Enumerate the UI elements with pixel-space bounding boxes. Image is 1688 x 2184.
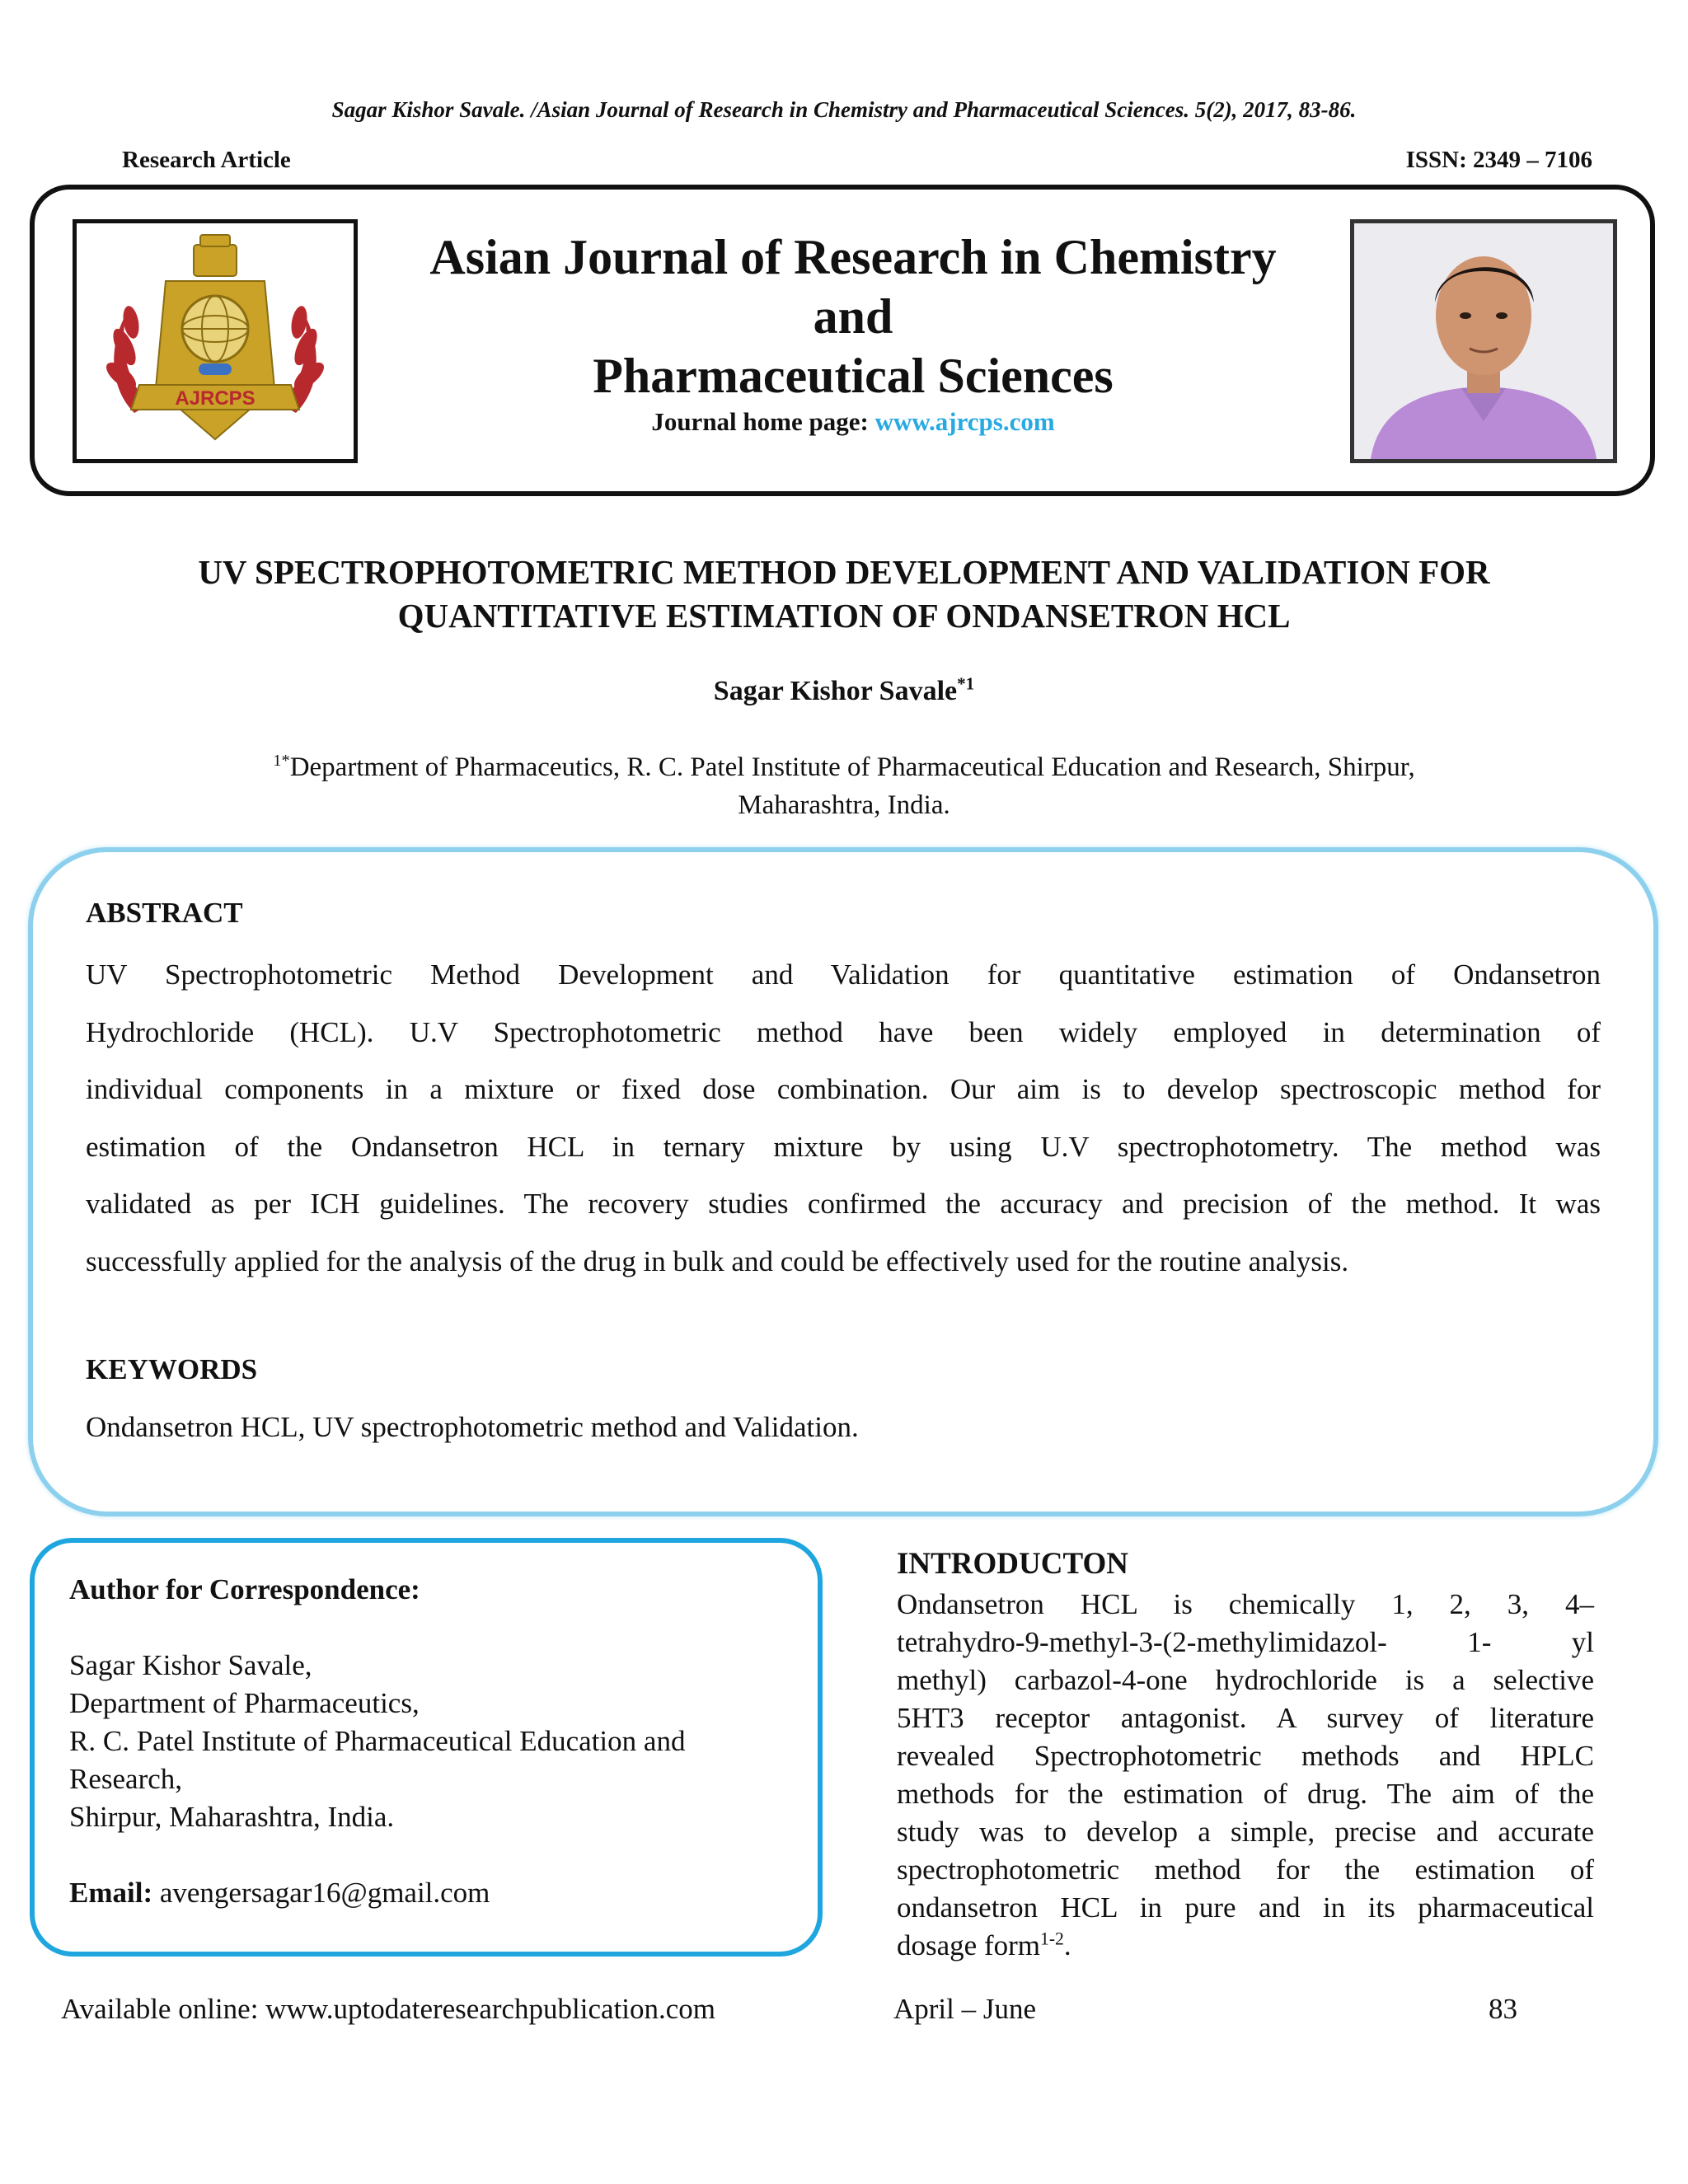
correspondence-dept: Department of Pharmaceutics, bbox=[69, 1687, 420, 1719]
intro-line: revealed Spectrophotometric methods and HPLC bbox=[897, 1740, 1594, 1772]
abstract-line: estimation of the Ondansetron HCL in ternary mixture by using U.V spectrophotometry. The method was bbox=[86, 1130, 1601, 1163]
journal-title bbox=[363, 227, 1343, 405]
abstract-line: UV Spectrophotometric Method Development and Validation for quantitative estimation of Ondansetron bbox=[86, 958, 1601, 991]
ajrcps-logo-icon bbox=[77, 223, 354, 459]
footer-availability: Available online: www.uptodateresearchpublication.com bbox=[61, 1993, 716, 2025]
keywords-text: Ondansetron HCL, UV spectrophotometric method and Validation. bbox=[86, 1411, 859, 1443]
affiliation-line: Department of Pharmaceutics, R. C. Patel Institute of Pharmaceutical Education and Research, Shirpur, bbox=[289, 752, 1415, 782]
keywords-heading: KEYWORDS bbox=[86, 1353, 258, 1385]
journal-homepage bbox=[363, 407, 1343, 437]
introduction-heading: INTRODUCTON bbox=[897, 1547, 1128, 1581]
author-name-text: Sagar Kishor Savale bbox=[713, 676, 958, 706]
email-address[interactable]: avengersagar16@gmail.com bbox=[159, 1877, 490, 1909]
footer-period: April – June bbox=[893, 1993, 1037, 2025]
intro-last-line bbox=[897, 1927, 1594, 1965]
affiliation-line: Maharashtra, India. bbox=[738, 790, 950, 820]
intro-line: study was to develop a simple, precise and accurate bbox=[897, 1816, 1594, 1848]
author-photo bbox=[1350, 219, 1617, 463]
intro-line: methyl) carbazol-4-one hydrochloride is a selective bbox=[897, 1664, 1594, 1696]
page-number: 83 bbox=[1489, 1993, 1517, 2025]
affiliation-superscript: 1* bbox=[273, 752, 290, 770]
affiliation bbox=[82, 748, 1606, 824]
author-portrait-icon bbox=[1354, 223, 1613, 459]
correspondence-place: Shirpur, Maharashtra, India. bbox=[69, 1801, 395, 1833]
correspondence-heading: Author for Correspondence: bbox=[69, 1573, 420, 1605]
introduction-text bbox=[897, 1586, 1594, 1965]
journal-title-line: and bbox=[813, 289, 893, 344]
intro-line: methods for the estimation of drug. The aim of the bbox=[897, 1778, 1594, 1810]
paper-title bbox=[66, 551, 1622, 638]
intro-line: Ondansetron HCL is chemically 1, 2, 3, 4– bbox=[897, 1588, 1594, 1620]
journal-logo bbox=[73, 219, 358, 463]
intro-line: tetrahydro-9-methyl-3-(2-methylimidazol- 1- yl bbox=[897, 1626, 1594, 1658]
correspondence-text bbox=[69, 1571, 795, 1912]
journal-title-line: Asian Journal of Research in Chemistry bbox=[429, 230, 1277, 284]
author-superscript: *1 bbox=[957, 673, 975, 694]
abstract-line: individual components in a mixture or fixed dose combination. Our aim is to develop spectroscopic method for bbox=[86, 1073, 1601, 1105]
running-header: Sagar Kishor Savale. /Asian Journal of Research in Chemistry and Pharmaceutical Sciences. 5(2), 2017, 83-86. bbox=[331, 97, 1357, 122]
abstract-line: Hydrochloride (HCL). U.V Spectrophotometric method have been widely employed in determination of bbox=[86, 1015, 1601, 1048]
correspondence-institute-cont: Research, bbox=[69, 1763, 183, 1795]
intro-line: spectrophotometric method for the estimation of bbox=[897, 1854, 1594, 1886]
correspondence-institute: R. C. Patel Institute of Pharmaceutical Education and bbox=[69, 1725, 686, 1757]
abstract-heading: ABSTRACT bbox=[86, 897, 243, 929]
author-name bbox=[0, 673, 1688, 707]
homepage-link[interactable]: www.ajrcps.com bbox=[874, 407, 1055, 436]
journal-title-line: Pharmaceutical Sciences bbox=[593, 349, 1114, 403]
intro-line-end: . bbox=[1063, 1929, 1071, 1961]
abstract-line: validated as per ICH guidelines. The recovery studies confirmed the accuracy and precision of the method. It was bbox=[86, 1188, 1601, 1220]
article-type-label: Research Article bbox=[122, 147, 291, 173]
intro-line: dosage form bbox=[897, 1929, 1040, 1961]
intro-line: 5HT3 receptor antagonist. A survey of literature bbox=[897, 1702, 1594, 1734]
issn-label: ISSN: 2349 – 7106 bbox=[1405, 147, 1592, 173]
abstract-text bbox=[86, 946, 1601, 1290]
correspondence-name: Sagar Kishor Savale, bbox=[69, 1649, 312, 1681]
paper-title-line: UV SPECTROPHOTOMETRIC METHOD DEVELOPMENT AND VALIDATION FOR bbox=[198, 553, 1490, 591]
homepage-label: Journal home page: bbox=[651, 407, 875, 436]
paper-title-line: QUANTITATIVE ESTIMATION OF ONDANSETRON HCL bbox=[397, 597, 1291, 635]
abstract-line: successfully applied for the analysis of the drug in bulk and could be effectively used for the routine analysis. bbox=[86, 1244, 1349, 1277]
intro-line: ondansetron HCL in pure and in its pharmaceutical bbox=[897, 1891, 1594, 1924]
logo-text: AJRCPS bbox=[175, 387, 256, 410]
email-label: Email: bbox=[69, 1877, 153, 1909]
citation-superscript: 1-2 bbox=[1039, 1929, 1064, 1949]
